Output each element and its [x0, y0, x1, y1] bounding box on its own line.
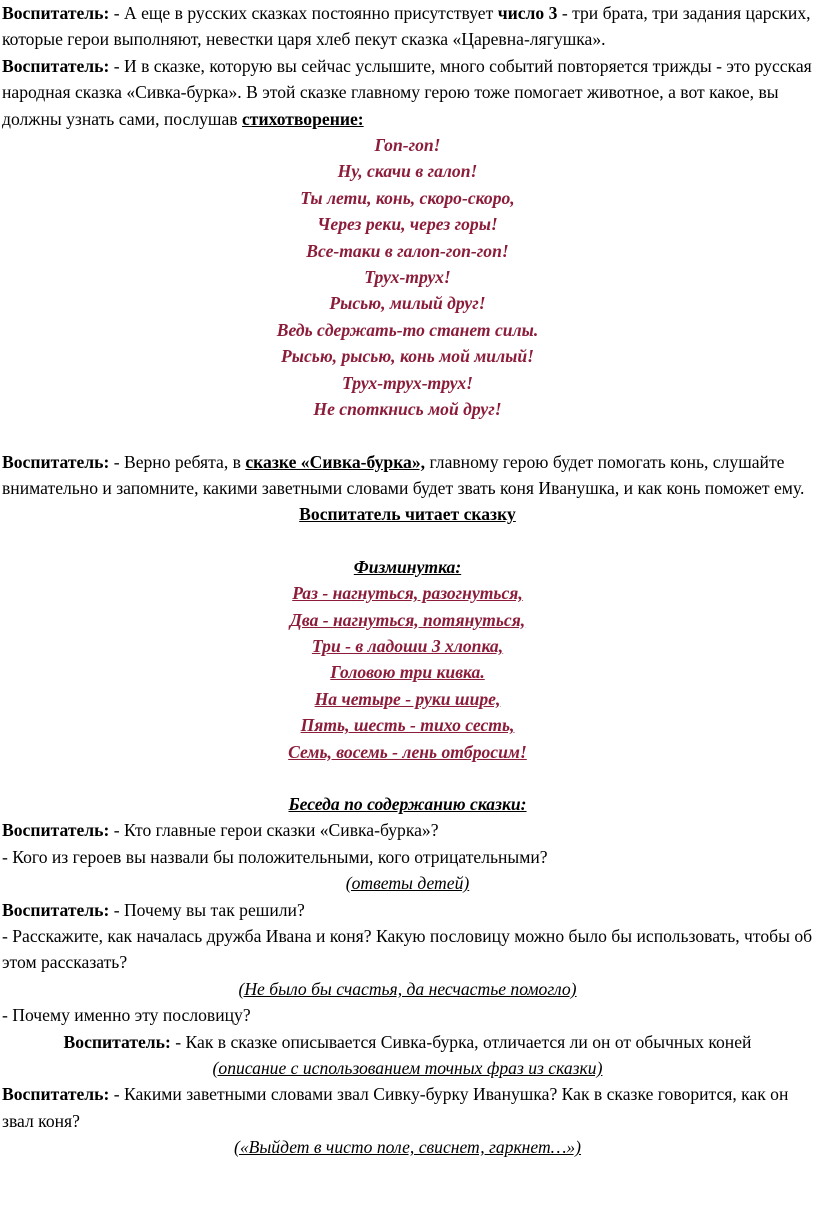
poem-line: Через реки, через горы!: [317, 214, 498, 235]
poem-line: Не споткнись мой друг!: [313, 399, 502, 420]
verse-line: Семь, восемь - лень отбросим!: [288, 741, 527, 762]
fizminutka-verse: [2, 580, 813, 765]
speaker-label: Воспитатель:: [2, 1084, 110, 1105]
paragraph-number-three: Воспитатель: - А еще в русских сказках постоянно присутствует число 3 - три брата, три задания царских, которые герои выполняют, невестки царя хлеб пекут сказка «Царевна-лягушка».: [2, 3, 811, 50]
spacer: [2, 423, 813, 449]
spacer: [2, 765, 813, 791]
speaker-label: Воспитатель:: [2, 820, 110, 841]
verse-line: Пять, шесть - тихо сесть,: [300, 715, 515, 736]
poem-line: Трух-трух!: [364, 267, 451, 288]
answer-children: (ответы детей): [345, 873, 470, 894]
poem-line: Рысью, милый друг!: [329, 293, 486, 314]
poem-line: Ты лети, конь, скоро-скоро,: [300, 187, 515, 208]
paragraph-sivka-burka: Воспитатель: - Верно ребята, в сказке «Сивка-бурка», главному герою будет помогать конь, слушайте внимательно и запомните, какими заветными словами будет звать коня Иванушка, и как конь поможет ему.: [2, 451, 805, 498]
question-why: Воспитатель: - Почему вы так решили?: [2, 899, 305, 920]
poem-line: Ну, скачи в галоп!: [337, 161, 478, 182]
verse-line: Два - нагнуться, потянуться,: [289, 609, 526, 630]
poem-line: Гоп-гоп!: [374, 135, 441, 156]
question-main-heroes: Воспитатель: - Кто главные герои сказки «Сивка-бурка»?: [2, 820, 439, 841]
speaker-label: Воспитатель:: [2, 899, 110, 920]
question-friendship: - Расскажите, как началась дружба Ивана и коня? Какую пословицу можно было бы использовать, чтобы об этом рассказать?: [2, 926, 813, 973]
verse-line: Раз - нагнуться, разогнуться,: [292, 583, 523, 604]
speaker-label: Воспитатель:: [2, 55, 110, 76]
poem-line: Ведь сдержать-то станет силы.: [276, 319, 539, 340]
poem-line: Рысью, рысью, конь мой милый!: [281, 346, 534, 367]
teacher-reads-heading: Воспитатель читает сказку: [299, 504, 516, 525]
answer-description: (описание с использованием точных фраз из сказки): [212, 1058, 603, 1079]
question-magic-words: Воспитатель: - Какими заветными словами звал Сивку-бурку Иванушка? Как в сказке говорится, как он звал коня?: [2, 1084, 789, 1131]
question-describe-horse: Воспитатель: - Как в сказке описывается Сивка-бурка, отличается ли он от обычных коней: [63, 1031, 752, 1052]
poem-line: Трух-трух-трух!: [341, 372, 474, 393]
spacer: [2, 528, 813, 554]
speaker-label: Воспитатель:: [63, 1031, 171, 1052]
speaker-label: Воспитатель:: [2, 3, 110, 23]
paragraph-intro-tale: Воспитатель: - И в сказке, которую вы сейчас услышите, много событий повторяется трижды - это русская народная сказка «Сивка-бурка». В этой сказке главному герою тоже помогает животное, а вот какое, вы должны узнать сами, послушав стихотворение:: [2, 55, 812, 129]
verse-line: На четыре - руки шире,: [314, 688, 501, 709]
verse-line: Три - в ладоши 3 хлопка,: [311, 635, 504, 656]
question-why-proverb: - Почему именно эту пословицу?: [2, 1005, 251, 1026]
verse-line: Головою три кивка.: [330, 662, 485, 683]
answer-proverb: (Не было бы счастья, да несчастье помогло): [238, 978, 577, 999]
fizminutka-title: Физминутка:: [353, 556, 462, 577]
question-positive-negative: - Кого из героев вы назвали бы положительными, кого отрицательными?: [2, 846, 548, 867]
speaker-label: Воспитатель:: [2, 451, 110, 472]
answer-magic-words: («Выйдет в чисто поле, свиснет, гаркнет…»): [233, 1137, 581, 1158]
beseda-heading: Беседа по содержанию сказки:: [288, 793, 527, 814]
poem-line: Все-таки в галоп-гоп-гоп!: [306, 240, 509, 261]
poem: [2, 132, 813, 422]
